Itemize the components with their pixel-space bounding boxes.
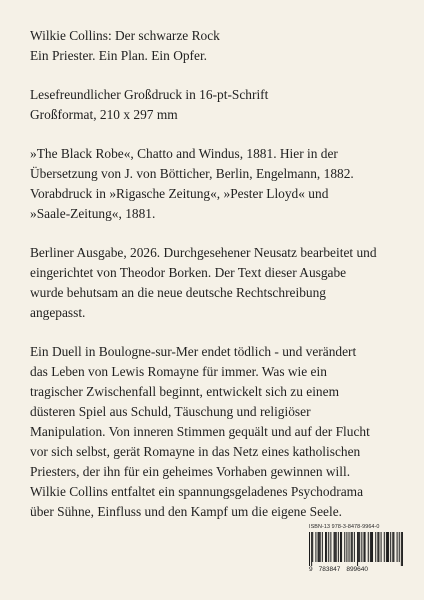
blurb-line: Manipulation. Von inneren Stimmen gequält und auf der Flucht xyxy=(30,424,370,439)
format-block xyxy=(30,85,400,125)
book-title: Wilkie Collins: Der schwarze Rock xyxy=(30,28,220,43)
barcode-digits xyxy=(309,566,403,574)
barcode-bar xyxy=(390,532,391,562)
format-size: Großformat, 210 x 297 mm xyxy=(30,107,178,122)
barcode-bar xyxy=(344,532,345,562)
barcode-bar xyxy=(328,532,329,562)
barcode-bar xyxy=(372,532,373,562)
source-line: Übersetzung von J. von Bötticher, Berlin, Engelmann, 1882. xyxy=(30,166,354,181)
source-line: Vorabdruck in »Rigasche Zeitung«, »Pester Lloyd« und xyxy=(30,186,329,201)
blurb-line: Wilkie Collins entfaltet ein spannungsgeladenes Psychodrama xyxy=(30,484,364,499)
barcode-bar xyxy=(330,532,331,562)
barcode-bar xyxy=(340,532,341,562)
source-line: »Saale-Zeitung«, 1881. xyxy=(30,206,156,221)
barcode-digit-lead: 9 xyxy=(309,566,313,573)
barcode-bars-icon xyxy=(309,532,403,566)
barcode-bar xyxy=(338,532,339,562)
barcode-bar xyxy=(357,532,358,566)
source-block xyxy=(30,144,400,224)
barcode-bar xyxy=(386,532,387,562)
title-block xyxy=(30,26,400,66)
edition-line: eingerichtet von Theodor Borken. Der Text dieser Ausgabe xyxy=(30,265,347,280)
barcode-bar xyxy=(365,532,366,562)
barcode-bar xyxy=(401,532,402,566)
blurb-line: Priesters, der ihn für ein geheimes Vorhaben gewinnen will. xyxy=(30,464,351,479)
blurb-line: tragischer Zwischenfall beginnt, entwickelt sich zu einem xyxy=(30,384,339,399)
barcode-bar xyxy=(377,532,378,562)
barcode-bar xyxy=(346,532,347,562)
barcode-bar xyxy=(393,532,394,562)
barcode-bar xyxy=(315,532,316,562)
isbn-label: ISBN-13 978-3-8478-9964-0 xyxy=(309,524,380,530)
barcode-bar xyxy=(363,532,364,562)
blurb-line: vor sich selbst, gerät Romayne in das Netz eines katholischen xyxy=(30,444,361,459)
barcode-bar xyxy=(361,532,362,562)
barcode-bar xyxy=(378,532,379,562)
barcode-bar xyxy=(312,532,313,562)
barcode-bar xyxy=(392,532,393,562)
format-line: Lesefreundlicher Großdruck in 16-pt-Schrift xyxy=(30,87,269,102)
barcode-bar xyxy=(354,532,355,562)
edition-line: wurde behutsam an die neue deutsche Rechtschreibung xyxy=(30,285,326,300)
edition-line: angepasst. xyxy=(30,305,86,320)
barcode-bar xyxy=(322,532,323,562)
barcode-bar xyxy=(334,532,335,562)
blurb-line: das Leben von Lewis Romayne für immer. Was wie ein xyxy=(30,364,327,379)
barcode-bar xyxy=(352,532,353,562)
barcode-bar xyxy=(325,532,326,562)
isbn-barcode xyxy=(309,523,403,575)
barcode-digit-right: 899640 xyxy=(346,566,369,573)
barcode-digit-left: 783847 xyxy=(318,566,341,573)
barcode-bar xyxy=(318,532,319,562)
barcode-bar xyxy=(371,532,372,562)
barcode-bar xyxy=(388,532,389,562)
barcode-bar xyxy=(336,532,337,562)
edition-block xyxy=(30,243,400,323)
barcode-bar xyxy=(309,532,310,566)
barcode-bar xyxy=(399,532,400,562)
blurb-line: Ein Duell in Boulogne-sur-Mer endet tödlich - und verändert xyxy=(30,344,357,359)
blurb-block xyxy=(30,342,400,522)
barcode-bar xyxy=(370,532,371,562)
barcode-bar xyxy=(349,532,350,562)
blurb-line: über Sühne, Einfluss und den Kampf um die eigene Seele. xyxy=(30,504,342,519)
barcode-bar xyxy=(368,532,369,562)
barcode-bar xyxy=(311,532,312,566)
blurb-line: düsteren Spiel aus Schuld, Täuschung und religiöser xyxy=(30,404,311,419)
barcode-bar xyxy=(351,532,352,562)
barcode-bar xyxy=(375,532,376,562)
barcode-bar xyxy=(384,532,385,562)
edition-line: Berliner Ausgabe, 2026. Durchgesehener Neusatz bearbeitet und xyxy=(30,245,377,260)
barcode-bar xyxy=(359,532,360,562)
barcode-bar xyxy=(358,532,359,562)
barcode-bar xyxy=(326,532,327,562)
barcode-bar xyxy=(319,532,320,562)
barcode-bar xyxy=(397,532,398,562)
back-cover-text xyxy=(30,26,400,541)
barcode-bar xyxy=(402,532,403,566)
barcode-bar xyxy=(387,532,388,562)
barcode-bar xyxy=(320,532,321,562)
barcode-bar xyxy=(381,532,382,562)
barcode-bar xyxy=(335,532,336,562)
barcode-bar xyxy=(341,532,342,562)
source-line: »The Black Robe«, Chatto and Windus, 1881. Hier in der xyxy=(30,146,338,161)
book-tagline: Ein Priester. Ein Plan. Ein Opfer. xyxy=(30,48,208,63)
